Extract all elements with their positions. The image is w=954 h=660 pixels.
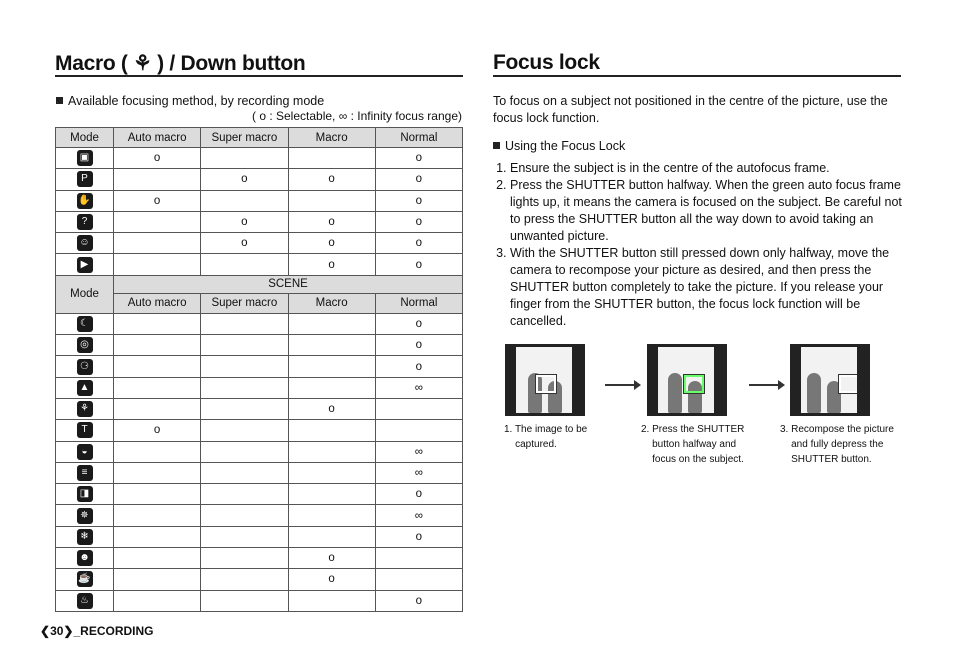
table-cell [114, 313, 201, 334]
caption-2: 2. Press the SHUTTER button halfway and focus on the subject. [641, 424, 745, 465]
portrait-mode-icon: ☺ [77, 235, 93, 251]
header-normal-scene: Normal [375, 293, 462, 313]
table-row [56, 569, 463, 590]
table-cell [288, 590, 375, 611]
camera-icon: ▣ [77, 150, 93, 166]
table-cell [201, 548, 288, 569]
table-cell [201, 462, 288, 483]
mode-cell [56, 569, 114, 590]
table-cell [288, 462, 375, 483]
legend-text: ( o : Selectable, ∞ : Infinity focus range) [252, 109, 462, 123]
focus-lock-intro: To focus on a subject not positioned in the centre of the picture, use the focus lock function. [493, 94, 888, 125]
dawn-icon: ≡ [77, 465, 93, 481]
table-row [56, 462, 463, 483]
table-row [56, 505, 463, 526]
table-cell: o [288, 254, 375, 275]
table-cell: ∞ [375, 505, 462, 526]
table-cell [114, 462, 201, 483]
table-cell [201, 569, 288, 590]
table-cell [201, 505, 288, 526]
table-cell: o [288, 211, 375, 232]
subhead-line [493, 138, 625, 155]
table-cell: o [201, 233, 288, 254]
mode-cell [56, 190, 114, 211]
af-frame [536, 375, 556, 393]
mode-cell [56, 254, 114, 275]
screen-image [516, 347, 572, 413]
focus-lock-steps [494, 160, 915, 330]
table-cell: o [375, 335, 462, 356]
header-macro-scene: Macro [288, 293, 375, 313]
header-super-macro: Super macro [201, 128, 288, 148]
table-cell: o [201, 169, 288, 190]
table-row [56, 211, 463, 232]
landscape-icon: ▲ [77, 380, 93, 396]
table-cell [114, 441, 201, 462]
table-row [56, 356, 463, 377]
close-up-icon: ⚘ [77, 401, 93, 417]
backlight-icon: ◨ [77, 486, 93, 502]
portrait-icon: ◎ [77, 337, 93, 353]
table-cell [288, 484, 375, 505]
table-row [56, 441, 463, 462]
header-mode-scene: Mode [56, 275, 114, 313]
table-cell: o [375, 254, 462, 275]
camera-screen-1 [505, 344, 585, 416]
step-item: 2. Press the SHUTTER button halfway. When the green auto focus frame lights up, it means the camera is focused on the subject. Be careful not to press the SHUTTER button all the way down to avoid taking an unwanted picture. [510, 177, 915, 245]
table-cell [288, 313, 375, 334]
mode-cell [56, 398, 114, 419]
table-row [56, 548, 463, 569]
table-cell [288, 148, 375, 169]
table-cell: o [114, 420, 201, 441]
mode-cell [56, 233, 114, 254]
table-cell [114, 590, 201, 611]
sunset-icon: ◒ [77, 444, 93, 460]
table-cell [114, 169, 201, 190]
table-row [56, 484, 463, 505]
table-cell: o [114, 148, 201, 169]
table-cell [201, 377, 288, 398]
table-cell [201, 398, 288, 419]
table-row [56, 398, 463, 419]
night-icon: ☾ [77, 316, 93, 332]
page-number: 30 [50, 624, 64, 638]
section-label: _RECORDING [73, 624, 154, 638]
table-cell: o [375, 484, 462, 505]
table-cell: o [375, 211, 462, 232]
firework-icon: ✵ [77, 508, 93, 524]
table-cell: o [288, 233, 375, 254]
page-footer [40, 624, 154, 638]
table-cell [288, 526, 375, 547]
table-cell [114, 377, 201, 398]
table-cell [201, 526, 288, 547]
table-row [56, 526, 463, 547]
screen-image [658, 347, 714, 413]
table-cell [288, 356, 375, 377]
table-cell [288, 441, 375, 462]
table-cell [114, 211, 201, 232]
table-cell [288, 190, 375, 211]
food-icon: ☕ [77, 571, 93, 587]
page-bracket-icon: ❯ [63, 624, 74, 638]
mode-cell [56, 169, 114, 190]
table-cell [201, 590, 288, 611]
table-row [56, 590, 463, 611]
table-cell [114, 548, 201, 569]
table-cell: o [375, 590, 462, 611]
camera-screen-3 [790, 344, 870, 416]
header-scene: SCENE [114, 275, 463, 293]
table-cell [114, 356, 201, 377]
table-cell [288, 377, 375, 398]
screen-image [801, 347, 857, 413]
dis-icon: ✋ [77, 193, 93, 209]
header-super-macro-scene: Super macro [201, 293, 288, 313]
mode-cell [56, 441, 114, 462]
beach-snow-icon: ❄ [77, 529, 93, 545]
table-cell: o [375, 526, 462, 547]
step-item: 1. Ensure the subject is in the centre of the autofocus frame. [510, 160, 915, 177]
table-cell: o [375, 148, 462, 169]
header-auto-macro: Auto macro [114, 128, 201, 148]
table-row [56, 335, 463, 356]
page-bracket-icon: ❮ [40, 624, 51, 638]
table-cell: o [375, 190, 462, 211]
table-cell [201, 420, 288, 441]
header-normal: Normal [375, 128, 462, 148]
table-row [56, 377, 463, 398]
header-auto-macro-scene: Auto macro [114, 293, 201, 313]
arrow-right-icon [749, 384, 779, 386]
table-cell [375, 420, 462, 441]
table-cell [114, 335, 201, 356]
person-figure [807, 373, 821, 413]
mode-cell [56, 356, 114, 377]
mode-cell [56, 548, 114, 569]
table-cell [114, 398, 201, 419]
table-cell [114, 526, 201, 547]
table-row [56, 148, 463, 169]
table-cell [114, 254, 201, 275]
person-figure [668, 373, 682, 413]
table-row [56, 190, 463, 211]
cafe-icon: ♨ [77, 593, 93, 609]
header-mode: Mode [56, 128, 114, 148]
children-icon: ⚆ [77, 359, 93, 375]
title-rule [55, 75, 463, 77]
movie-icon: ▶ [77, 257, 93, 273]
table-cell: o [375, 313, 462, 334]
table-row [56, 254, 463, 275]
step-item: 3. With the SHUTTER button still pressed down only halfway, move the camera to recompose your picture as desired, and then press the SHUTTER button completely to take the picture. If you release your finger from the SHUTTER button, the focus lock function will be cancelled. [510, 245, 915, 330]
table-cell [288, 505, 375, 526]
subhead-text: Using the Focus Lock [505, 139, 626, 153]
photo-help-icon: ? [77, 214, 93, 230]
table-row [56, 169, 463, 190]
table-cell [114, 569, 201, 590]
title-rule-right [493, 75, 901, 77]
table-cell [114, 233, 201, 254]
table-cell: ∞ [375, 441, 462, 462]
mode-cell [56, 590, 114, 611]
mode-cell [56, 313, 114, 334]
self-shot-icon: ☻ [77, 550, 93, 566]
caption-3: 3. Recompose the picture and fully depress the SHUTTER button. [780, 424, 894, 465]
table-cell [201, 335, 288, 356]
table-cell [201, 313, 288, 334]
table-cell: ∞ [375, 377, 462, 398]
header-macro: Macro [288, 128, 375, 148]
table-cell [114, 484, 201, 505]
table-cell [375, 398, 462, 419]
table-cell [288, 335, 375, 356]
arrow-right-icon [605, 384, 635, 386]
mode-cell [56, 526, 114, 547]
bullet-square-icon [493, 142, 500, 149]
bullet-square-icon [56, 97, 63, 104]
table-cell: o [288, 569, 375, 590]
text-icon: T [77, 422, 93, 438]
camera-screen-2 [647, 344, 727, 416]
table-cell: o [288, 169, 375, 190]
table-cell [288, 420, 375, 441]
caption-1: 1. The image to be captured. [504, 424, 588, 450]
table-cell: o [288, 398, 375, 419]
table-cell [201, 148, 288, 169]
mode-cell [56, 484, 114, 505]
table-row [56, 420, 463, 441]
table-row [56, 313, 463, 334]
mode-cell [56, 148, 114, 169]
table-cell [201, 484, 288, 505]
table-cell: o [201, 211, 288, 232]
table-cell: o [288, 548, 375, 569]
table-cell: o [375, 356, 462, 377]
page-title-focus-lock: Focus lock [493, 51, 600, 74]
table-cell: o [375, 169, 462, 190]
table-cell [114, 505, 201, 526]
page-title-macro: Macro ( ⚘ ) / Down button [55, 52, 306, 75]
focus-method-table [55, 127, 463, 612]
table-cell [201, 441, 288, 462]
table-cell [201, 356, 288, 377]
mode-cell [56, 420, 114, 441]
af-frame [839, 375, 857, 393]
mode-cell [56, 335, 114, 356]
table-cell: o [114, 190, 201, 211]
table-cell [201, 190, 288, 211]
mode-cell [56, 505, 114, 526]
program-icon: P [77, 171, 93, 187]
mode-cell [56, 377, 114, 398]
table-cell: o [375, 233, 462, 254]
table-cell [375, 569, 462, 590]
table-cell [201, 254, 288, 275]
mode-cell [56, 211, 114, 232]
mode-cell [56, 462, 114, 483]
af-frame [684, 375, 704, 393]
table-cell: ∞ [375, 462, 462, 483]
table-cell [375, 548, 462, 569]
intro-text: Available focusing method, by recording mode [68, 94, 325, 108]
table-row [56, 233, 463, 254]
